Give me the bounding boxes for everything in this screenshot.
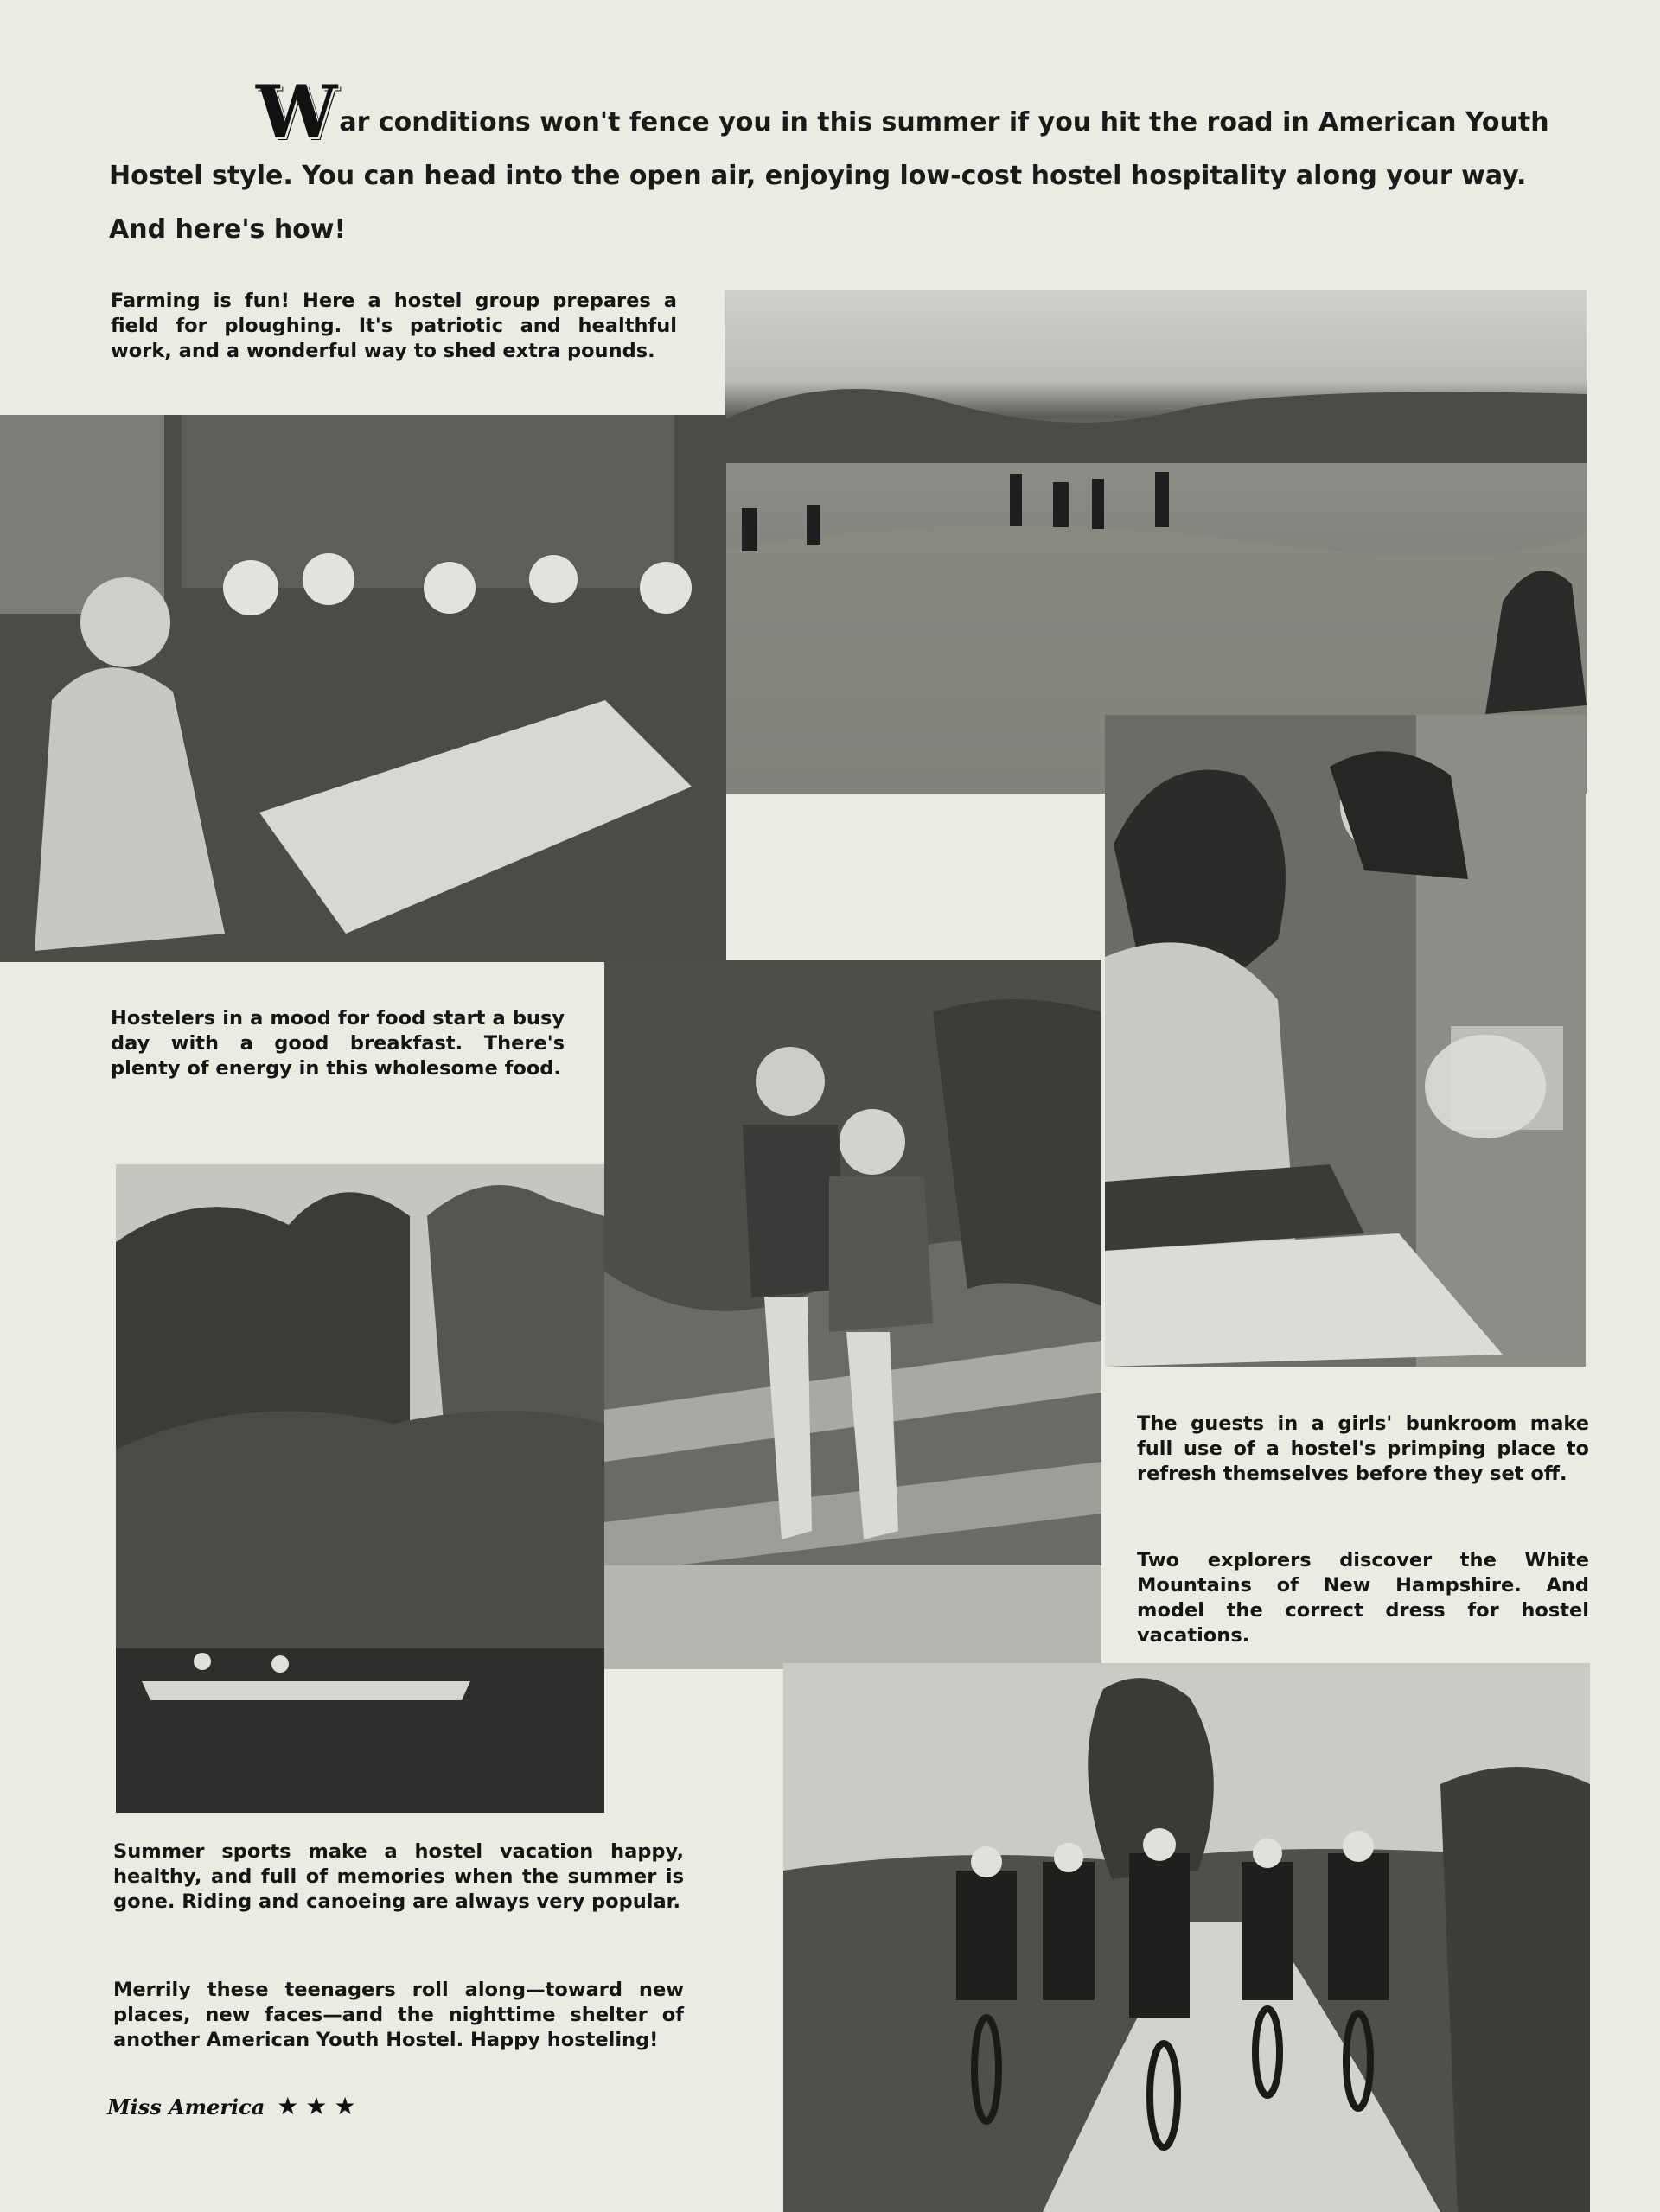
caption-farming: Farming is fun! Here a hostel group prepares a field for ploughing. It's patriotic and healthful work, and a wonderful way to shed extra pounds. (111, 290, 677, 362)
star-icons: ★★★ (277, 2092, 363, 2120)
photo-breakfast (0, 415, 726, 962)
drop-cap: W (256, 69, 338, 155)
intro-paragraph (109, 69, 1587, 257)
page-footer (107, 2092, 363, 2120)
photo-bunkroom (1105, 715, 1586, 1367)
photo-cycling (783, 1663, 1590, 2212)
photo-canoeing (116, 1164, 604, 1813)
photo-explorers (604, 960, 1101, 1669)
caption-explorers: Two explorers discover the White Mountains of New Hampshire. And model the correct dress for hostel vacations. (1137, 1549, 1589, 1647)
caption-sports: Summer sports make a hostel vacation happy, healthy, and full of memories when the summer is gone. Riding and canoeing are always very popular. (113, 1840, 684, 1913)
intro-text: ar conditions won't fence you in this summer if you hit the road in American Youth Hostel style. You can head into the open air, enjoying low-cost hostel hospitality along your way. And here's how! (109, 107, 1549, 245)
caption-cycling: Merrily these teenagers roll along—toward new places, new faces—and the nighttime shelter of another American Youth Hostel. Happy hosteling! (113, 1979, 684, 2051)
caption-breakfast: Hostelers in a mood for food start a busy day with a good breakfast. There's plenty of energy in this wholesome food. (111, 1007, 565, 1080)
caption-bunkroom: The guests in a girls' bunkroom make full use of a hostel's primping place to refresh themselves before they set off. (1137, 1412, 1589, 1485)
magazine-name: Miss America (107, 2094, 265, 2120)
